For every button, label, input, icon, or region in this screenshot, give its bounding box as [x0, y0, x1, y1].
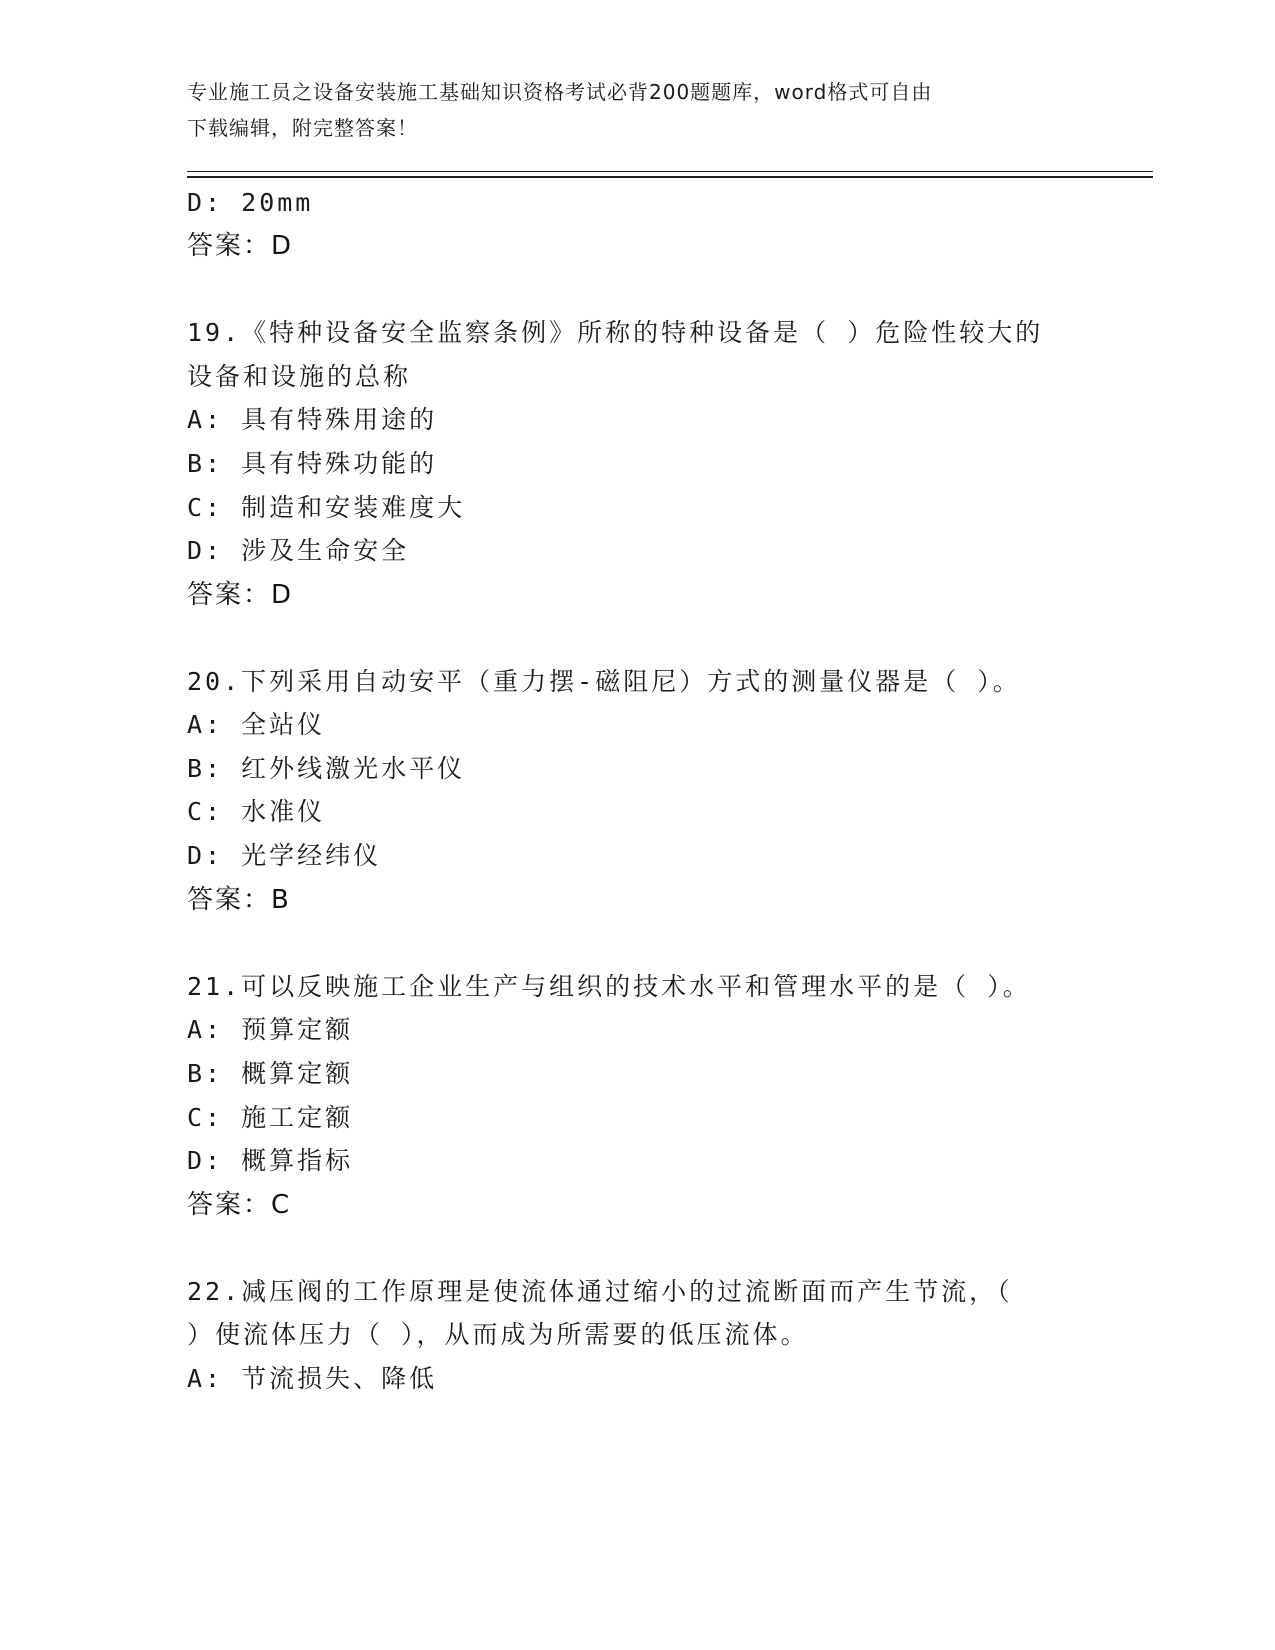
- question-21-option-a: A: 预算定额: [187, 1015, 354, 1044]
- question-22-stem-line-1: 22.减压阀的工作原理是使流体通过缩小的过流断面而产生节流，（: [187, 1277, 1013, 1306]
- question-22-option-a: A: 节流损失、降低: [187, 1364, 438, 1393]
- header-title-line-2: 下载编辑，附完整答案！: [187, 116, 418, 140]
- question-20-option-b: B: 红外线激光水平仪: [187, 754, 466, 783]
- question-20-stem-line-1: 20.下列采用自动安平（重力摆-磁阻尼）方式的测量仪器是（ ）。: [187, 667, 1021, 696]
- question-22-stem-line-2: ）使流体压力（ ），从而成为所需要的低压流体。: [187, 1320, 809, 1349]
- document-header: [187, 74, 1067, 146]
- question-21-answer: 答案：C: [187, 1190, 292, 1220]
- question-20-option-d: D: 光学经纬仪: [187, 841, 382, 870]
- question-20-answer: 答案：B: [187, 885, 291, 915]
- question-21-option-b: B: 概算定额: [187, 1059, 354, 1088]
- question-21-option-c: C: 施工定额: [187, 1103, 354, 1132]
- question-21-option-d: D: 概算指标: [187, 1146, 354, 1175]
- question-19-option-a: A: 具有特殊用途的: [187, 405, 438, 434]
- question-20-option-c: C: 水准仪: [187, 797, 326, 826]
- option-d: D: 20mm: [187, 188, 314, 217]
- question-19-stem-line-1: 19.《特种设备安全监察条例》所称的特种设备是（ ）危险性较大的: [187, 318, 1044, 347]
- question-19-option-d: D: 涉及生命安全: [187, 536, 410, 565]
- question-19-stem-line-2: 设备和设施的总称: [187, 362, 412, 391]
- question-21-stem-line-1: 21.可以反映施工企业生产与组织的技术水平和管理水平的是（ ）。: [187, 972, 1031, 1001]
- header-title-line-1: 专业施工员之设备安装施工基础知识资格考试必背200题题库，word格式可自由: [187, 80, 933, 104]
- header-divider-thick: [187, 176, 1153, 178]
- question-19-option-c: C: 制造和安装难度大: [187, 493, 466, 522]
- question-20-option-a: A: 全站仪: [187, 710, 326, 739]
- header-divider-thin: [187, 171, 1153, 172]
- answer-label: 答案：D: [187, 231, 294, 261]
- question-19-option-b: B: 具有特殊功能的: [187, 449, 438, 478]
- question-19-answer: 答案：D: [187, 580, 294, 610]
